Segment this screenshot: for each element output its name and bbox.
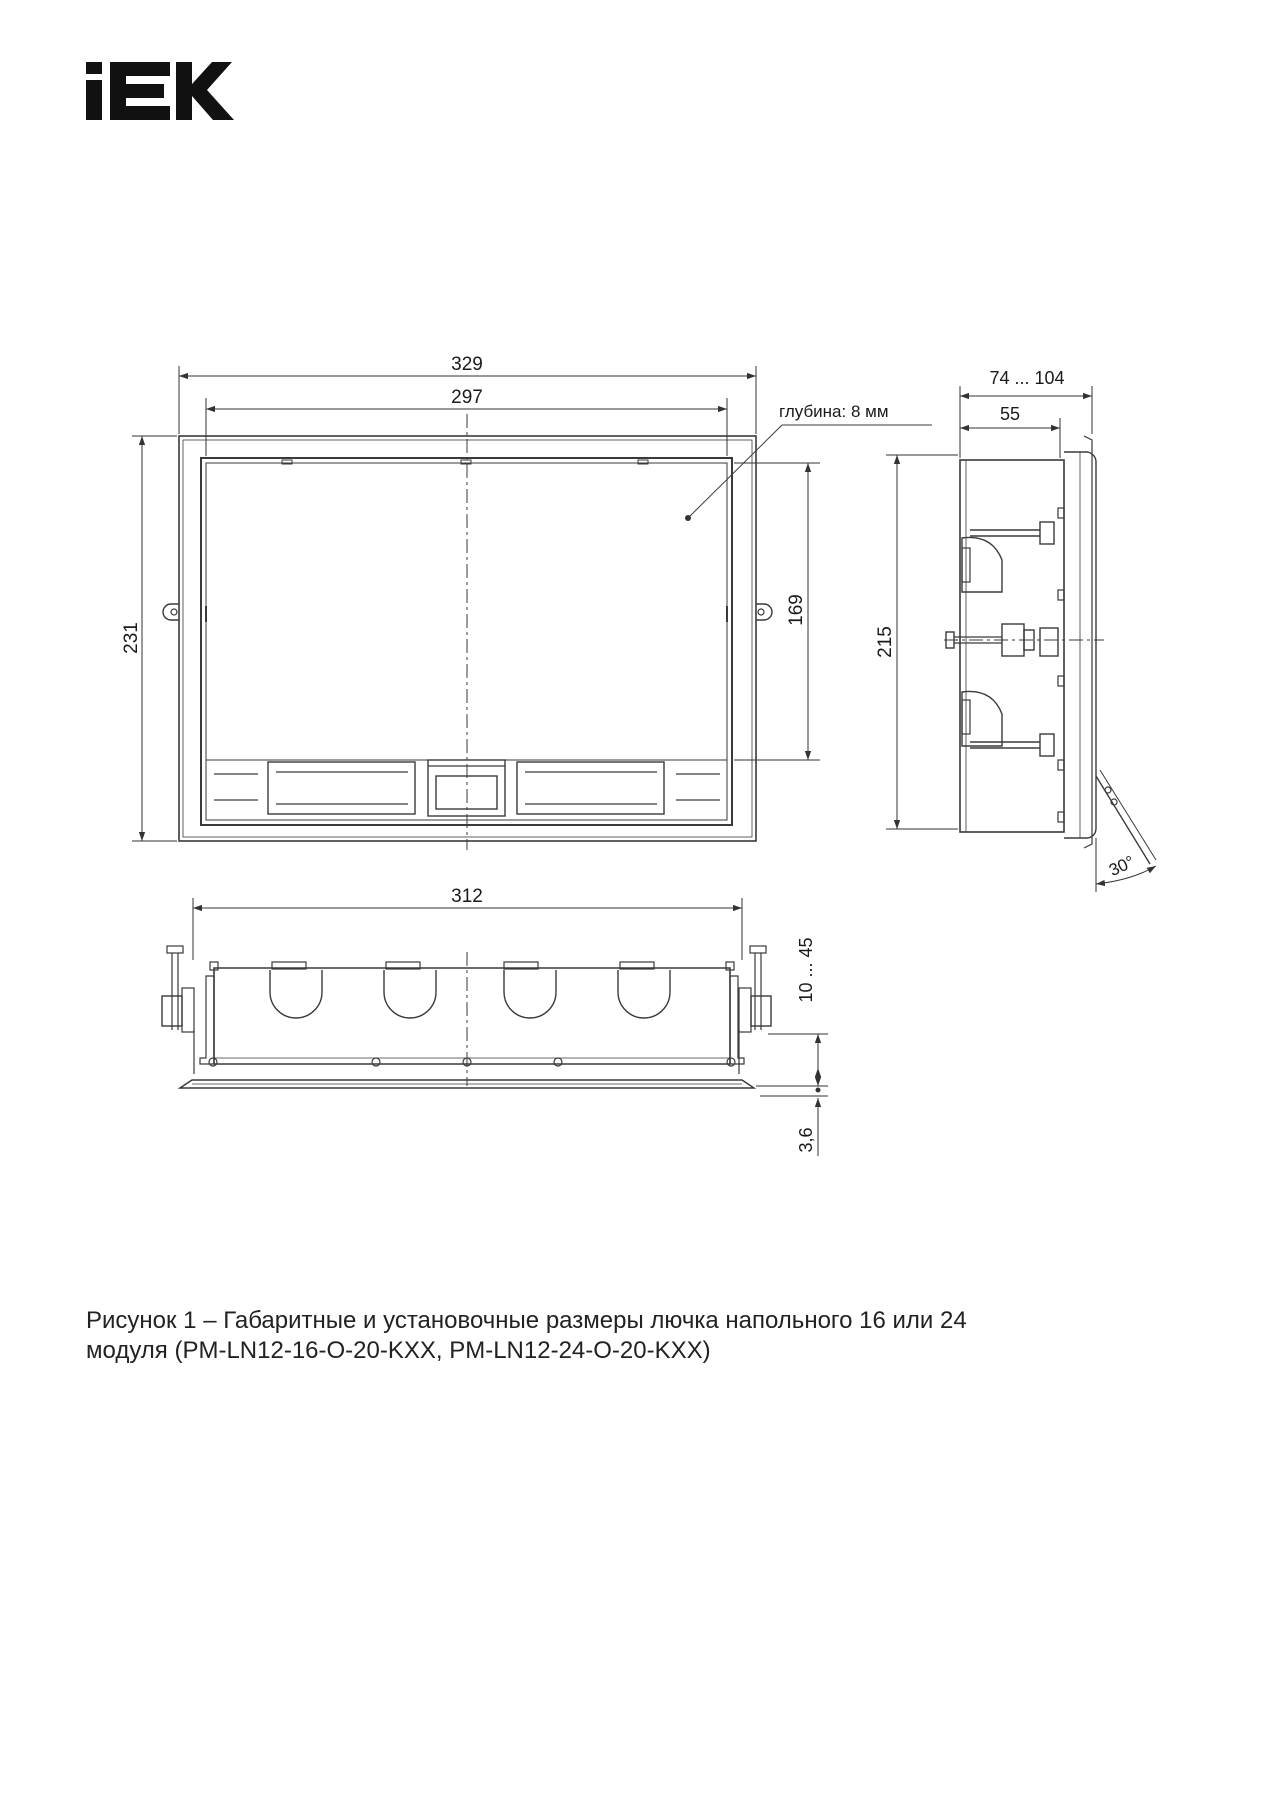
dim-329-label: 329 — [451, 354, 483, 375]
module-slot-right — [517, 762, 664, 814]
dim-169-label: 169 — [786, 594, 807, 626]
dim-231-label: 231 — [121, 622, 142, 654]
bottom-view — [162, 946, 771, 1088]
figure-caption — [86, 1306, 1206, 1366]
dim-74-104-label: 74 ... 104 — [989, 368, 1065, 388]
dim-3-6-label: 3,6 — [796, 1127, 816, 1153]
dim-10-45-label: 10 ... 45 — [796, 937, 816, 1003]
dim-55-label: 55 — [999, 404, 1021, 424]
bottom-view-dimensions — [193, 898, 828, 1156]
dim-312-label: 312 — [451, 886, 483, 907]
dim-30-angle-label: 30° — [1106, 851, 1138, 881]
iek-logo — [86, 62, 234, 120]
side-view — [944, 436, 1156, 864]
top-view — [163, 414, 932, 850]
side-view-dimensions — [886, 386, 1156, 892]
top-view-dimensions — [132, 366, 820, 841]
caption-line-2: модуля (PM-LN12-16-O-20-KXX, PM-LN12-24-O-20-KXX) — [86, 1337, 711, 1364]
caption-line-1: Рисунок 1 – Габаритные и установочные размеры лючка напольного 16 или 24 — [86, 1307, 967, 1334]
module-slot-left — [268, 762, 415, 814]
dim-297-label: 297 — [451, 387, 483, 408]
dim-215-label: 215 — [875, 626, 896, 658]
side-body — [960, 460, 1064, 832]
depth-note: глубина: 8 мм — [779, 402, 889, 421]
dim-point — [816, 1088, 821, 1093]
